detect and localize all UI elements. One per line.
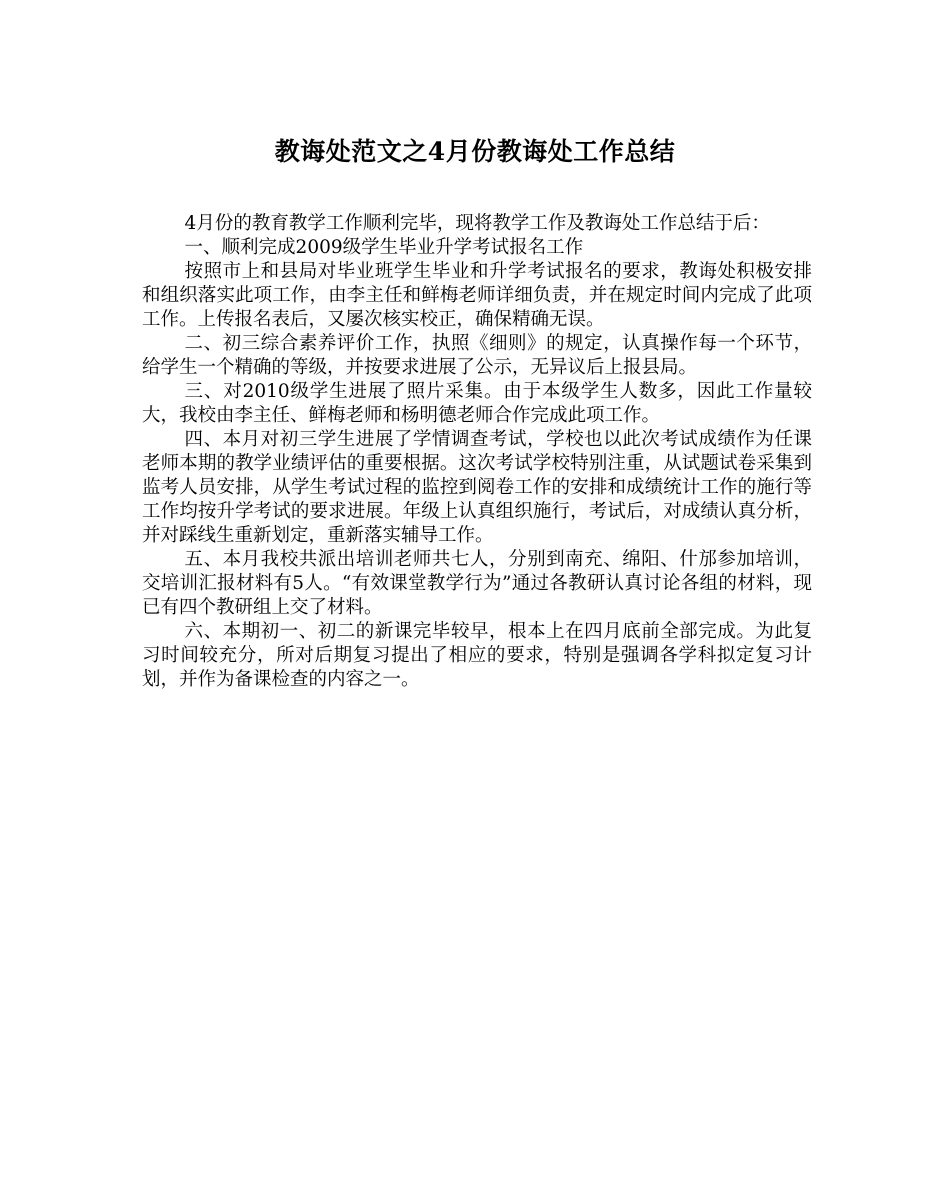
document-title: 教诲处范文之4月份教诲处工作总结 — [274, 137, 676, 166]
paragraph-section-1-body: 按照市上和县局对毕业班学生毕业和升学考试报名的要求，教诲处积极安排和组织落实此项工作，由李主任和鲜梅老师详细负责，并在规定时间内完成了此项工作。上传报名表后，又屡次核实校正，确保精确无误。 — [142, 261, 812, 330]
paragraph-section-3: 三、对2010级学生进展了照片采集。由于本级学生人数多，因此工作量较大，我校由李主任、鲜梅老师和杨明德老师合作完成此项工作。 — [142, 381, 812, 426]
paragraph-section-5: 五、本月我校共派出培训老师共七人，分别到南充、绵阳、什邡参加培训，交培训汇报材料有5人。“有效课堂教学行为”通过各教研认真讨论各组的材料，现已有四个教研组上交了材料。 — [142, 549, 812, 618]
document-body — [142, 212, 812, 692]
paragraph-section-2: 二、初三综合素养评价工作，执照《细则》的规定，认真操作每一个环节，给学生一个精确的等级，并按要求进展了公示，无异议后上报县局。 — [142, 333, 812, 378]
paragraph-section-4: 四、本月对初三学生进展了学情调查考试，学校也以此次考试成绩作为任课老师本期的教学业绩评估的重要根据。这次考试学校特别注重，从试题试卷采集到监考人员安排，从学生考试过程的监控到阅卷工作的安排和成绩统计工作的施行等工作均按升学考试的要求进展。年级上认真组织施行，考试后，对成绩认真分析，并对踩线生重新划定，重新落实辅导工作。 — [142, 429, 812, 546]
paragraph-section-6: 六、本期初一、初二的新课完毕较早，根本上在四月底前全部完成。为此复习时间较充分，所对后期复习提出了相应的要求，特别是强调各学科拟定复习计划，并作为备课检查的内容之一。 — [142, 621, 812, 690]
paragraph-intro: 4月份的教育教学工作顺利完毕，现将教学工作及教诲处工作总结于后： — [184, 213, 770, 234]
paragraph-section-1-heading: 一、顺利完成2009级学生毕业升学考试报名工作 — [184, 237, 584, 258]
